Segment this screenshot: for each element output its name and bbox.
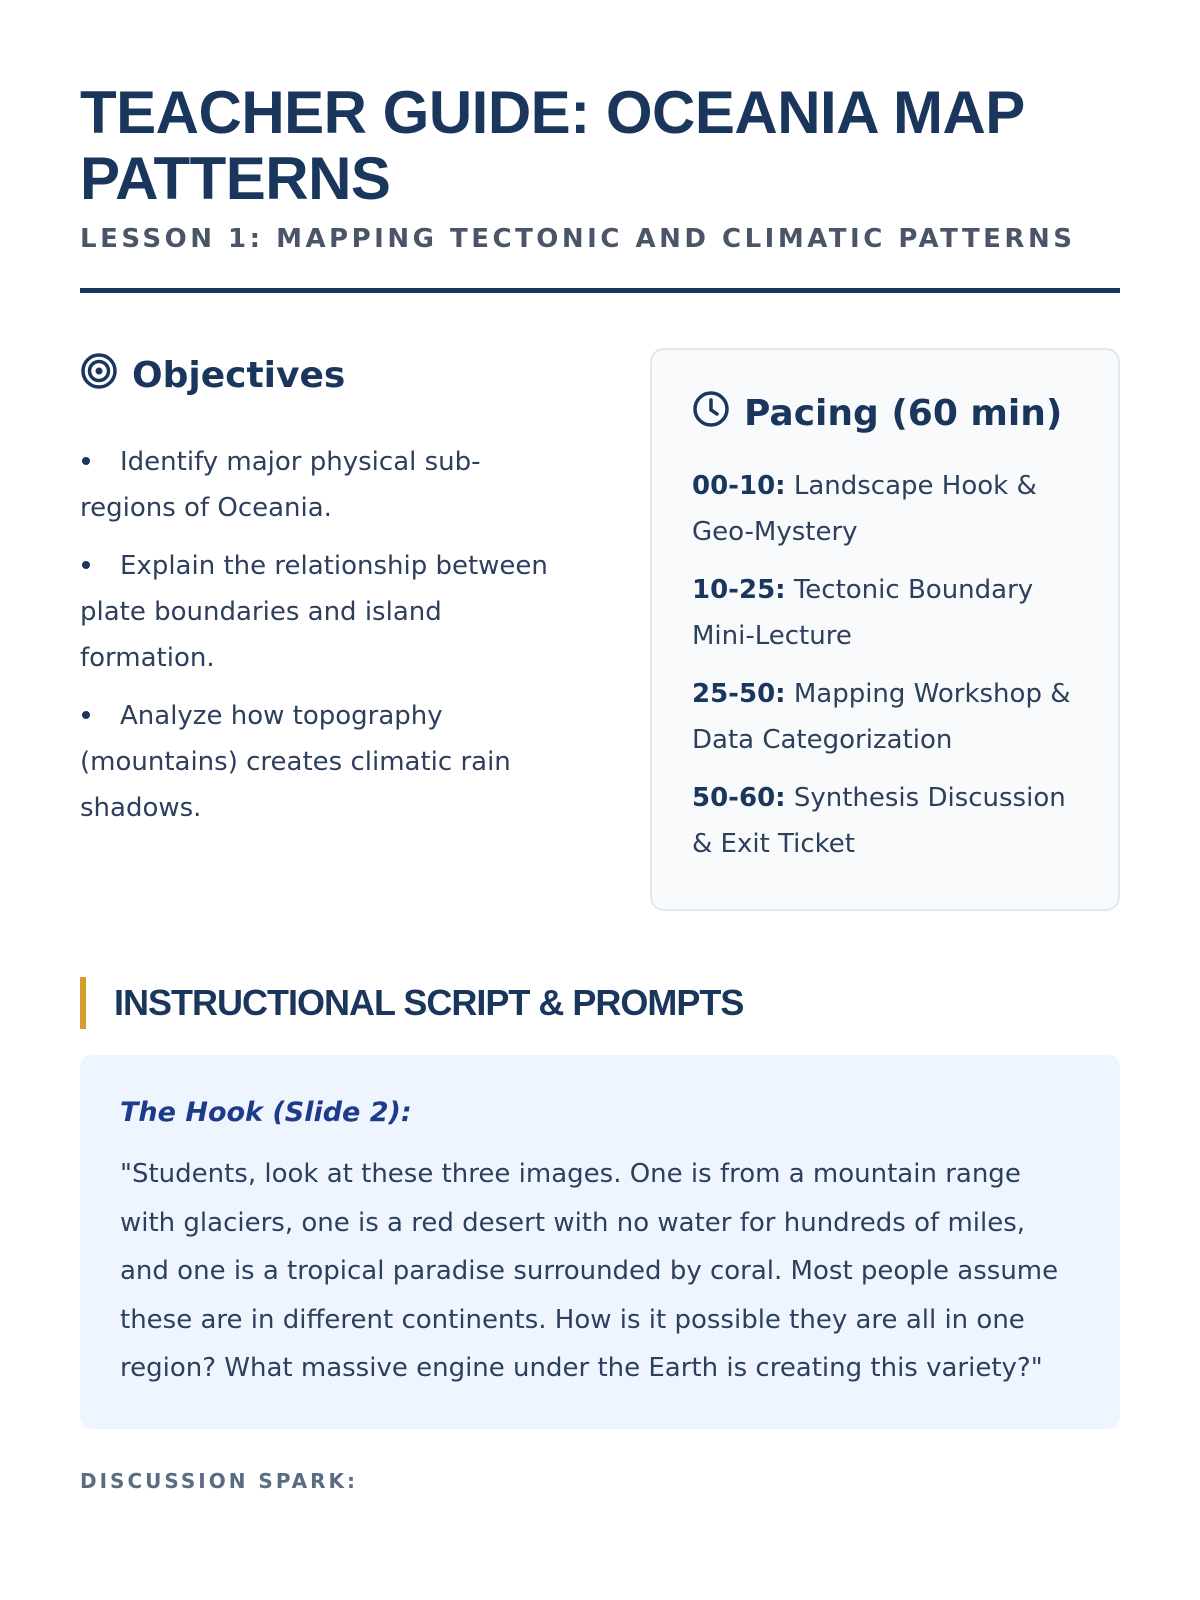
- pacing-heading: Pacing (60 min): [744, 393, 1063, 434]
- pacing-item: 25-50: Mapping Workshop & Data Categorization: [692, 679, 1071, 755]
- document: [80, 80, 1120, 1493]
- pacing-item: 10-25: Tectonic Boundary Mini-Lecture: [692, 575, 1034, 651]
- pacing-item: 50-60: Synthesis Discussion & Exit Ticket: [692, 783, 1066, 859]
- objective-item: Explain the relationship between plate boundaries and island formation.: [80, 551, 548, 673]
- clock-icon: [692, 390, 730, 437]
- pacing-item: 00-10: Landscape Hook & Geo-Mystery: [692, 471, 1037, 547]
- objective-item: Analyze how topography (mountains) creates climatic rain shadows.: [80, 701, 511, 823]
- page-title: TEACHER GUIDE: OCEANIA MAP PATTERNS: [80, 79, 1024, 212]
- lesson-subtitle: LESSON 1: MAPPING TECTONIC AND CLIMATIC PATTERNS: [80, 224, 1076, 254]
- divider: [80, 288, 1120, 293]
- script-heading: INSTRUCTIONAL SCRIPT & PROMPTS: [80, 977, 1120, 1029]
- objectives-heading: Objectives: [132, 355, 346, 396]
- hook-text: "Students, look at these three images. One is from a mountain range with glaciers, one is a red desert with no water for hundreds of miles, and one is a tropical paradise surrounded by coral. Most people assume these are in different continents. How is it possible they are all in one region? What massive engine under the Earth is creating this variety?": [120, 1159, 1059, 1383]
- target-icon: [80, 352, 118, 399]
- objectives-section: [80, 348, 550, 911]
- objective-item: Identify major physical sub-regions of Oceania.: [80, 447, 481, 523]
- hook-box: [80, 1055, 1120, 1429]
- pacing-card: [650, 348, 1120, 911]
- hook-title: The Hook (Slide 2):: [120, 1097, 412, 1128]
- discussion-spark-label: DISCUSSION SPARK:: [80, 1468, 359, 1493]
